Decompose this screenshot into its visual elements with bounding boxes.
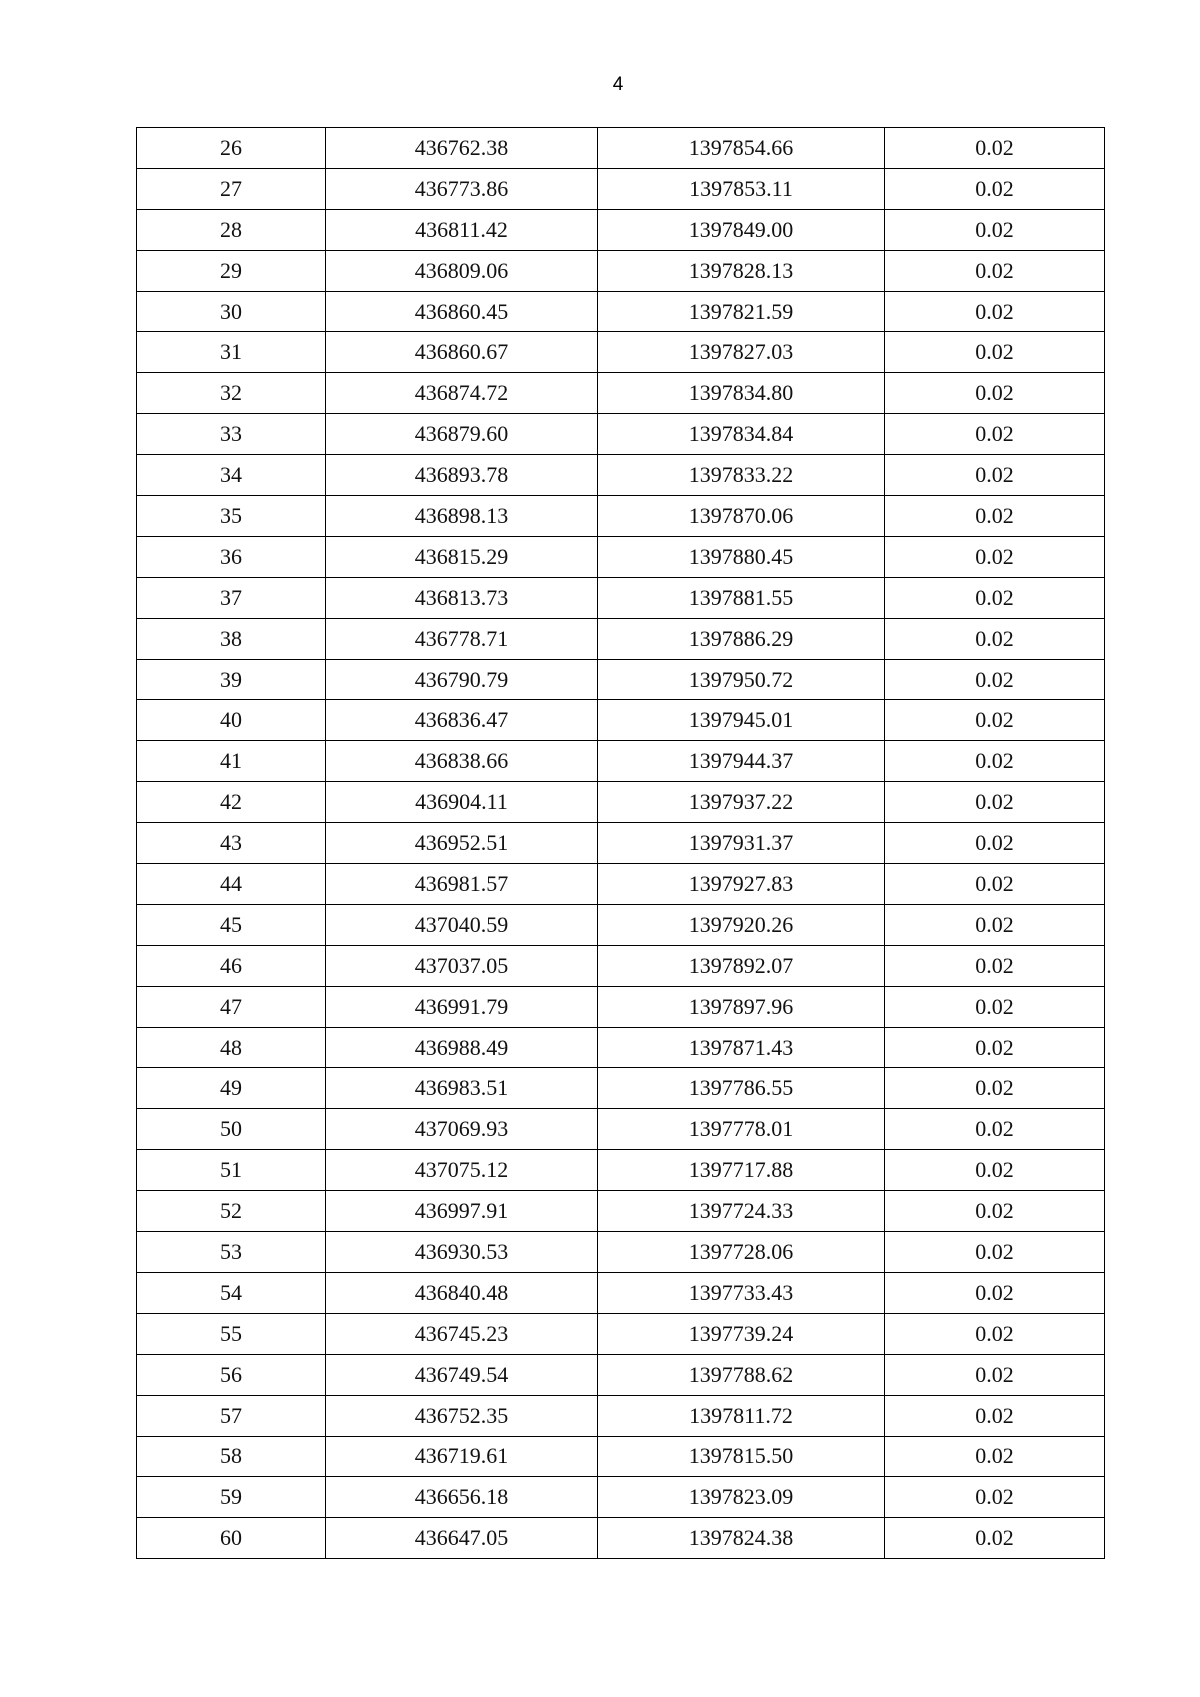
point-number-cell: 36 [137,536,326,577]
error-cell: 0.02 [885,373,1105,414]
y-coordinate-cell: 1397827.03 [598,332,885,373]
point-number-cell: 40 [137,700,326,741]
error-cell: 0.02 [885,168,1105,209]
table-row [137,904,1105,945]
point-number-cell: 30 [137,291,326,332]
x-coordinate-cell: 436813.73 [326,577,598,618]
x-coordinate-cell: 436838.66 [326,741,598,782]
y-coordinate-cell: 1397811.72 [598,1395,885,1436]
table-row [137,659,1105,700]
y-coordinate-cell: 1397849.00 [598,209,885,250]
x-coordinate-cell: 436874.72 [326,373,598,414]
error-cell: 0.02 [885,1191,1105,1232]
table-row [137,741,1105,782]
y-coordinate-cell: 1397786.55 [598,1068,885,1109]
y-coordinate-cell: 1397870.06 [598,496,885,537]
y-coordinate-cell: 1397788.62 [598,1354,885,1395]
x-coordinate-cell: 436745.23 [326,1313,598,1354]
table-row [137,1232,1105,1273]
table-row [137,536,1105,577]
point-number-cell: 33 [137,414,326,455]
point-number-cell: 55 [137,1313,326,1354]
y-coordinate-cell: 1397880.45 [598,536,885,577]
point-number-cell: 31 [137,332,326,373]
x-coordinate-cell: 436991.79 [326,986,598,1027]
point-number-cell: 34 [137,455,326,496]
table-row [137,986,1105,1027]
error-cell: 0.02 [885,700,1105,741]
error-cell: 0.02 [885,414,1105,455]
y-coordinate-cell: 1397823.09 [598,1477,885,1518]
y-coordinate-cell: 1397920.26 [598,904,885,945]
y-coordinate-cell: 1397927.83 [598,864,885,905]
x-coordinate-cell: 436719.61 [326,1436,598,1477]
table-row [137,945,1105,986]
error-cell: 0.02 [885,1232,1105,1273]
y-coordinate-cell: 1397717.88 [598,1150,885,1191]
error-cell: 0.02 [885,823,1105,864]
error-cell: 0.02 [885,577,1105,618]
point-number-cell: 27 [137,168,326,209]
point-number-cell: 57 [137,1395,326,1436]
table-row [137,209,1105,250]
error-cell: 0.02 [885,455,1105,496]
table-row [137,1068,1105,1109]
x-coordinate-cell: 436997.91 [326,1191,598,1232]
point-number-cell: 59 [137,1477,326,1518]
error-cell: 0.02 [885,1150,1105,1191]
y-coordinate-cell: 1397937.22 [598,782,885,823]
point-number-cell: 43 [137,823,326,864]
table-row [137,1313,1105,1354]
error-cell: 0.02 [885,1313,1105,1354]
x-coordinate-cell: 436983.51 [326,1068,598,1109]
point-number-cell: 60 [137,1518,326,1559]
y-coordinate-cell: 1397853.11 [598,168,885,209]
x-coordinate-cell: 436790.79 [326,659,598,700]
error-cell: 0.02 [885,945,1105,986]
y-coordinate-cell: 1397824.38 [598,1518,885,1559]
table-row [137,1477,1105,1518]
error-cell: 0.02 [885,496,1105,537]
x-coordinate-cell: 436815.29 [326,536,598,577]
y-coordinate-cell: 1397828.13 [598,250,885,291]
y-coordinate-cell: 1397886.29 [598,618,885,659]
table-row [137,700,1105,741]
table-row [137,455,1105,496]
error-cell: 0.02 [885,250,1105,291]
x-coordinate-cell: 436811.42 [326,209,598,250]
x-coordinate-cell: 436773.86 [326,168,598,209]
x-coordinate-cell: 436836.47 [326,700,598,741]
error-cell: 0.02 [885,659,1105,700]
point-number-cell: 54 [137,1272,326,1313]
point-number-cell: 51 [137,1150,326,1191]
table-row [137,332,1105,373]
y-coordinate-cell: 1397778.01 [598,1109,885,1150]
error-cell: 0.02 [885,1477,1105,1518]
x-coordinate-cell: 436952.51 [326,823,598,864]
table-row [137,1518,1105,1559]
y-coordinate-cell: 1397944.37 [598,741,885,782]
x-coordinate-cell: 437040.59 [326,904,598,945]
y-coordinate-cell: 1397834.84 [598,414,885,455]
y-coordinate-cell: 1397854.66 [598,128,885,169]
table-row [137,1027,1105,1068]
error-cell: 0.02 [885,536,1105,577]
point-number-cell: 47 [137,986,326,1027]
y-coordinate-cell: 1397834.80 [598,373,885,414]
x-coordinate-cell: 436904.11 [326,782,598,823]
error-cell: 0.02 [885,618,1105,659]
error-cell: 0.02 [885,128,1105,169]
x-coordinate-cell: 436749.54 [326,1354,598,1395]
y-coordinate-cell: 1397881.55 [598,577,885,618]
table-row [137,168,1105,209]
error-cell: 0.02 [885,1354,1105,1395]
x-coordinate-cell: 436840.48 [326,1272,598,1313]
table-row [137,1395,1105,1436]
table-row [137,1191,1105,1232]
table-row [137,864,1105,905]
error-cell: 0.02 [885,782,1105,823]
error-cell: 0.02 [885,291,1105,332]
x-coordinate-cell: 436988.49 [326,1027,598,1068]
x-coordinate-cell: 436893.78 [326,455,598,496]
x-coordinate-cell: 436860.67 [326,332,598,373]
point-number-cell: 53 [137,1232,326,1273]
y-coordinate-cell: 1397950.72 [598,659,885,700]
x-coordinate-cell: 436898.13 [326,496,598,537]
y-coordinate-cell: 1397897.96 [598,986,885,1027]
point-number-cell: 45 [137,904,326,945]
table-row [137,250,1105,291]
table-row [137,1354,1105,1395]
table-row [137,1150,1105,1191]
point-number-cell: 44 [137,864,326,905]
y-coordinate-cell: 1397724.33 [598,1191,885,1232]
x-coordinate-cell: 436762.38 [326,128,598,169]
x-coordinate-cell: 436656.18 [326,1477,598,1518]
point-number-cell: 26 [137,128,326,169]
point-number-cell: 38 [137,618,326,659]
point-number-cell: 37 [137,577,326,618]
table-row [137,496,1105,537]
table-body [137,128,1105,1559]
point-number-cell: 41 [137,741,326,782]
point-number-cell: 50 [137,1109,326,1150]
table-row [137,782,1105,823]
coordinates-table [136,127,1105,1559]
x-coordinate-cell: 436860.45 [326,291,598,332]
table-row [137,128,1105,169]
y-coordinate-cell: 1397728.06 [598,1232,885,1273]
table-row [137,577,1105,618]
y-coordinate-cell: 1397871.43 [598,1027,885,1068]
table-row [137,823,1105,864]
point-number-cell: 28 [137,209,326,250]
point-number-cell: 49 [137,1068,326,1109]
error-cell: 0.02 [885,1272,1105,1313]
x-coordinate-cell: 436981.57 [326,864,598,905]
x-coordinate-cell: 436809.06 [326,250,598,291]
point-number-cell: 48 [137,1027,326,1068]
y-coordinate-cell: 1397833.22 [598,455,885,496]
y-coordinate-cell: 1397892.07 [598,945,885,986]
point-number-cell: 32 [137,373,326,414]
x-coordinate-cell: 436752.35 [326,1395,598,1436]
error-cell: 0.02 [885,1068,1105,1109]
table-row [137,414,1105,455]
table-row [137,1109,1105,1150]
table-row [137,618,1105,659]
table-row [137,1272,1105,1313]
error-cell: 0.02 [885,1109,1105,1150]
point-number-cell: 29 [137,250,326,291]
table-row [137,373,1105,414]
y-coordinate-cell: 1397821.59 [598,291,885,332]
page-number: 4 [612,74,624,95]
point-number-cell: 39 [137,659,326,700]
y-coordinate-cell: 1397733.43 [598,1272,885,1313]
error-cell: 0.02 [885,1436,1105,1477]
error-cell: 0.02 [885,741,1105,782]
x-coordinate-cell: 436930.53 [326,1232,598,1273]
y-coordinate-cell: 1397739.24 [598,1313,885,1354]
error-cell: 0.02 [885,904,1105,945]
error-cell: 0.02 [885,1027,1105,1068]
point-number-cell: 46 [137,945,326,986]
error-cell: 0.02 [885,864,1105,905]
error-cell: 0.02 [885,1518,1105,1559]
error-cell: 0.02 [885,1395,1105,1436]
point-number-cell: 52 [137,1191,326,1232]
y-coordinate-cell: 1397815.50 [598,1436,885,1477]
point-number-cell: 42 [137,782,326,823]
x-coordinate-cell: 437069.93 [326,1109,598,1150]
y-coordinate-cell: 1397931.37 [598,823,885,864]
x-coordinate-cell: 437075.12 [326,1150,598,1191]
table-row [137,291,1105,332]
point-number-cell: 58 [137,1436,326,1477]
error-cell: 0.02 [885,332,1105,373]
x-coordinate-cell: 436879.60 [326,414,598,455]
table-row [137,1436,1105,1477]
error-cell: 0.02 [885,209,1105,250]
point-number-cell: 35 [137,496,326,537]
y-coordinate-cell: 1397945.01 [598,700,885,741]
error-cell: 0.02 [885,986,1105,1027]
x-coordinate-cell: 436647.05 [326,1518,598,1559]
x-coordinate-cell: 437037.05 [326,945,598,986]
point-number-cell: 56 [137,1354,326,1395]
x-coordinate-cell: 436778.71 [326,618,598,659]
